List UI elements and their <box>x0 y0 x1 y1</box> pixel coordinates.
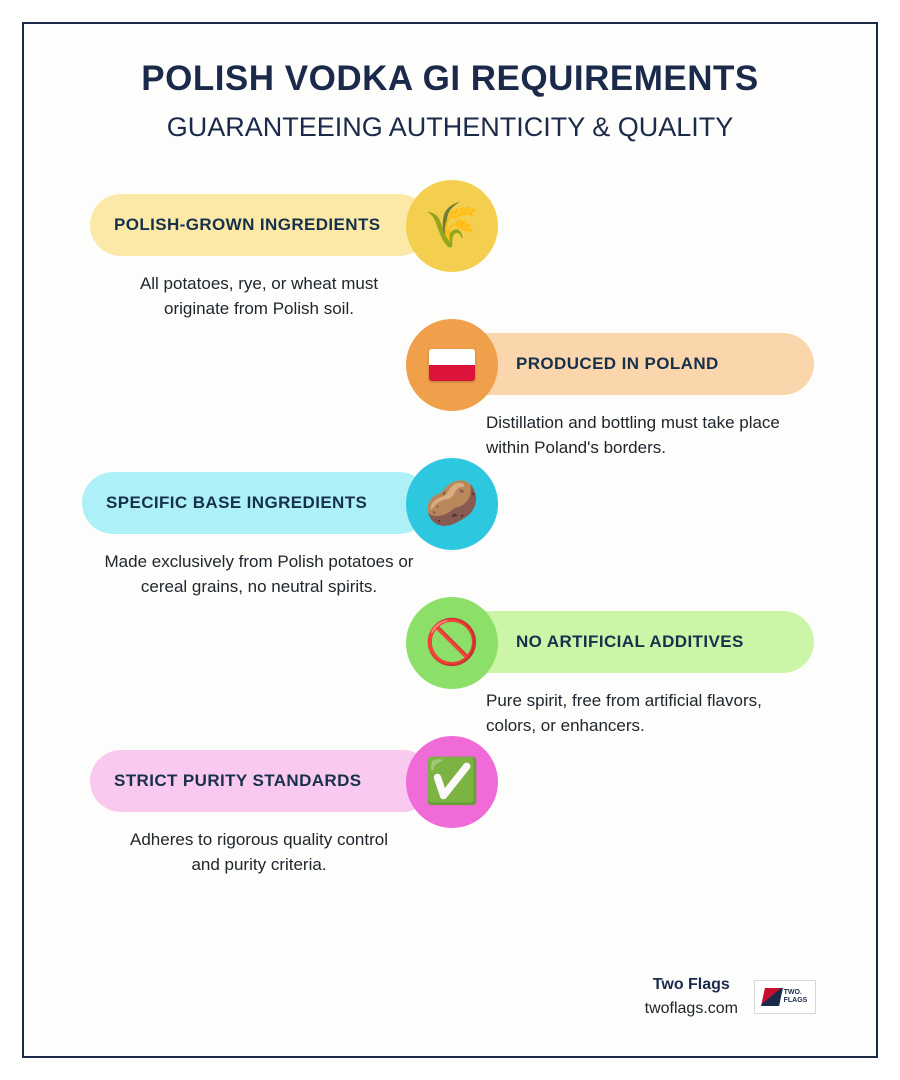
requirement-description: Distillation and bottling must take place within Poland's borders. <box>486 413 780 457</box>
list-item <box>24 736 876 874</box>
footer <box>645 976 816 1018</box>
logo-line-2: FLAGS <box>783 997 808 1004</box>
requirement-description: All potatoes, rye, or wheat must originate from Polish soil. <box>139 274 379 318</box>
check-mark-icon <box>406 736 498 828</box>
logo-line-1: TWO. <box>783 988 802 996</box>
list-item <box>24 180 876 318</box>
requirement-pill-4 <box>444 611 814 673</box>
potato-glyph: 🥔 <box>424 479 480 529</box>
requirement-description: Made exclusively from Polish potatoes or cereal grains, no neutral spirits. <box>104 552 414 596</box>
requirement-pill-2 <box>444 333 814 395</box>
requirement-description: Pure spirit, free from artificial flavors, colors, or enhancers. <box>486 691 762 735</box>
footer-text <box>645 976 738 1018</box>
requirement-label: POLISH-GROWN INGREDIENTS <box>114 215 381 235</box>
flag-bottom-stripe <box>429 365 475 381</box>
requirement-label: SPECIFIC BASE INGREDIENTS <box>106 493 368 513</box>
flag-top-stripe <box>429 349 475 365</box>
list-item <box>24 319 876 457</box>
brand-name: Two Flags <box>652 976 730 993</box>
page-title: POLISH VODKA GI REQUIREMENTS <box>141 59 759 98</box>
page-subtitle: GUARANTEEING AUTHENTICITY & QUALITY <box>166 111 734 142</box>
poster-header <box>24 24 876 142</box>
brand-website[interactable]: twoflags.com <box>644 1000 738 1017</box>
logo-mark-icon <box>761 988 783 1006</box>
requirement-pill-3 <box>82 472 430 534</box>
infographic-poster <box>22 22 878 1058</box>
wheat-glyph: 🌾 <box>424 201 480 251</box>
flag-graphic <box>429 349 475 381</box>
two-flags-logo <box>754 980 816 1014</box>
poland-flag-icon <box>406 319 498 411</box>
requirement-label: STRICT PURITY STANDARDS <box>114 771 362 791</box>
requirement-label: PRODUCED IN POLAND <box>516 354 719 374</box>
check-mark-glyph: ✅ <box>424 757 480 807</box>
potato-icon <box>406 458 498 550</box>
requirement-pill-5 <box>90 750 434 812</box>
requirement-pill-1 <box>90 194 430 256</box>
prohibited-icon <box>406 597 498 689</box>
requirement-label: NO ARTIFICIAL ADDITIVES <box>516 632 744 652</box>
wheat-icon <box>406 180 498 272</box>
list-item <box>24 458 876 596</box>
logo-wordmark <box>784 989 808 1005</box>
requirement-description: Adheres to rigorous quality control and purity criteria. <box>130 830 388 874</box>
list-item <box>24 597 876 735</box>
prohibited-glyph: 🚫 <box>424 618 480 668</box>
requirements-list <box>24 180 876 874</box>
